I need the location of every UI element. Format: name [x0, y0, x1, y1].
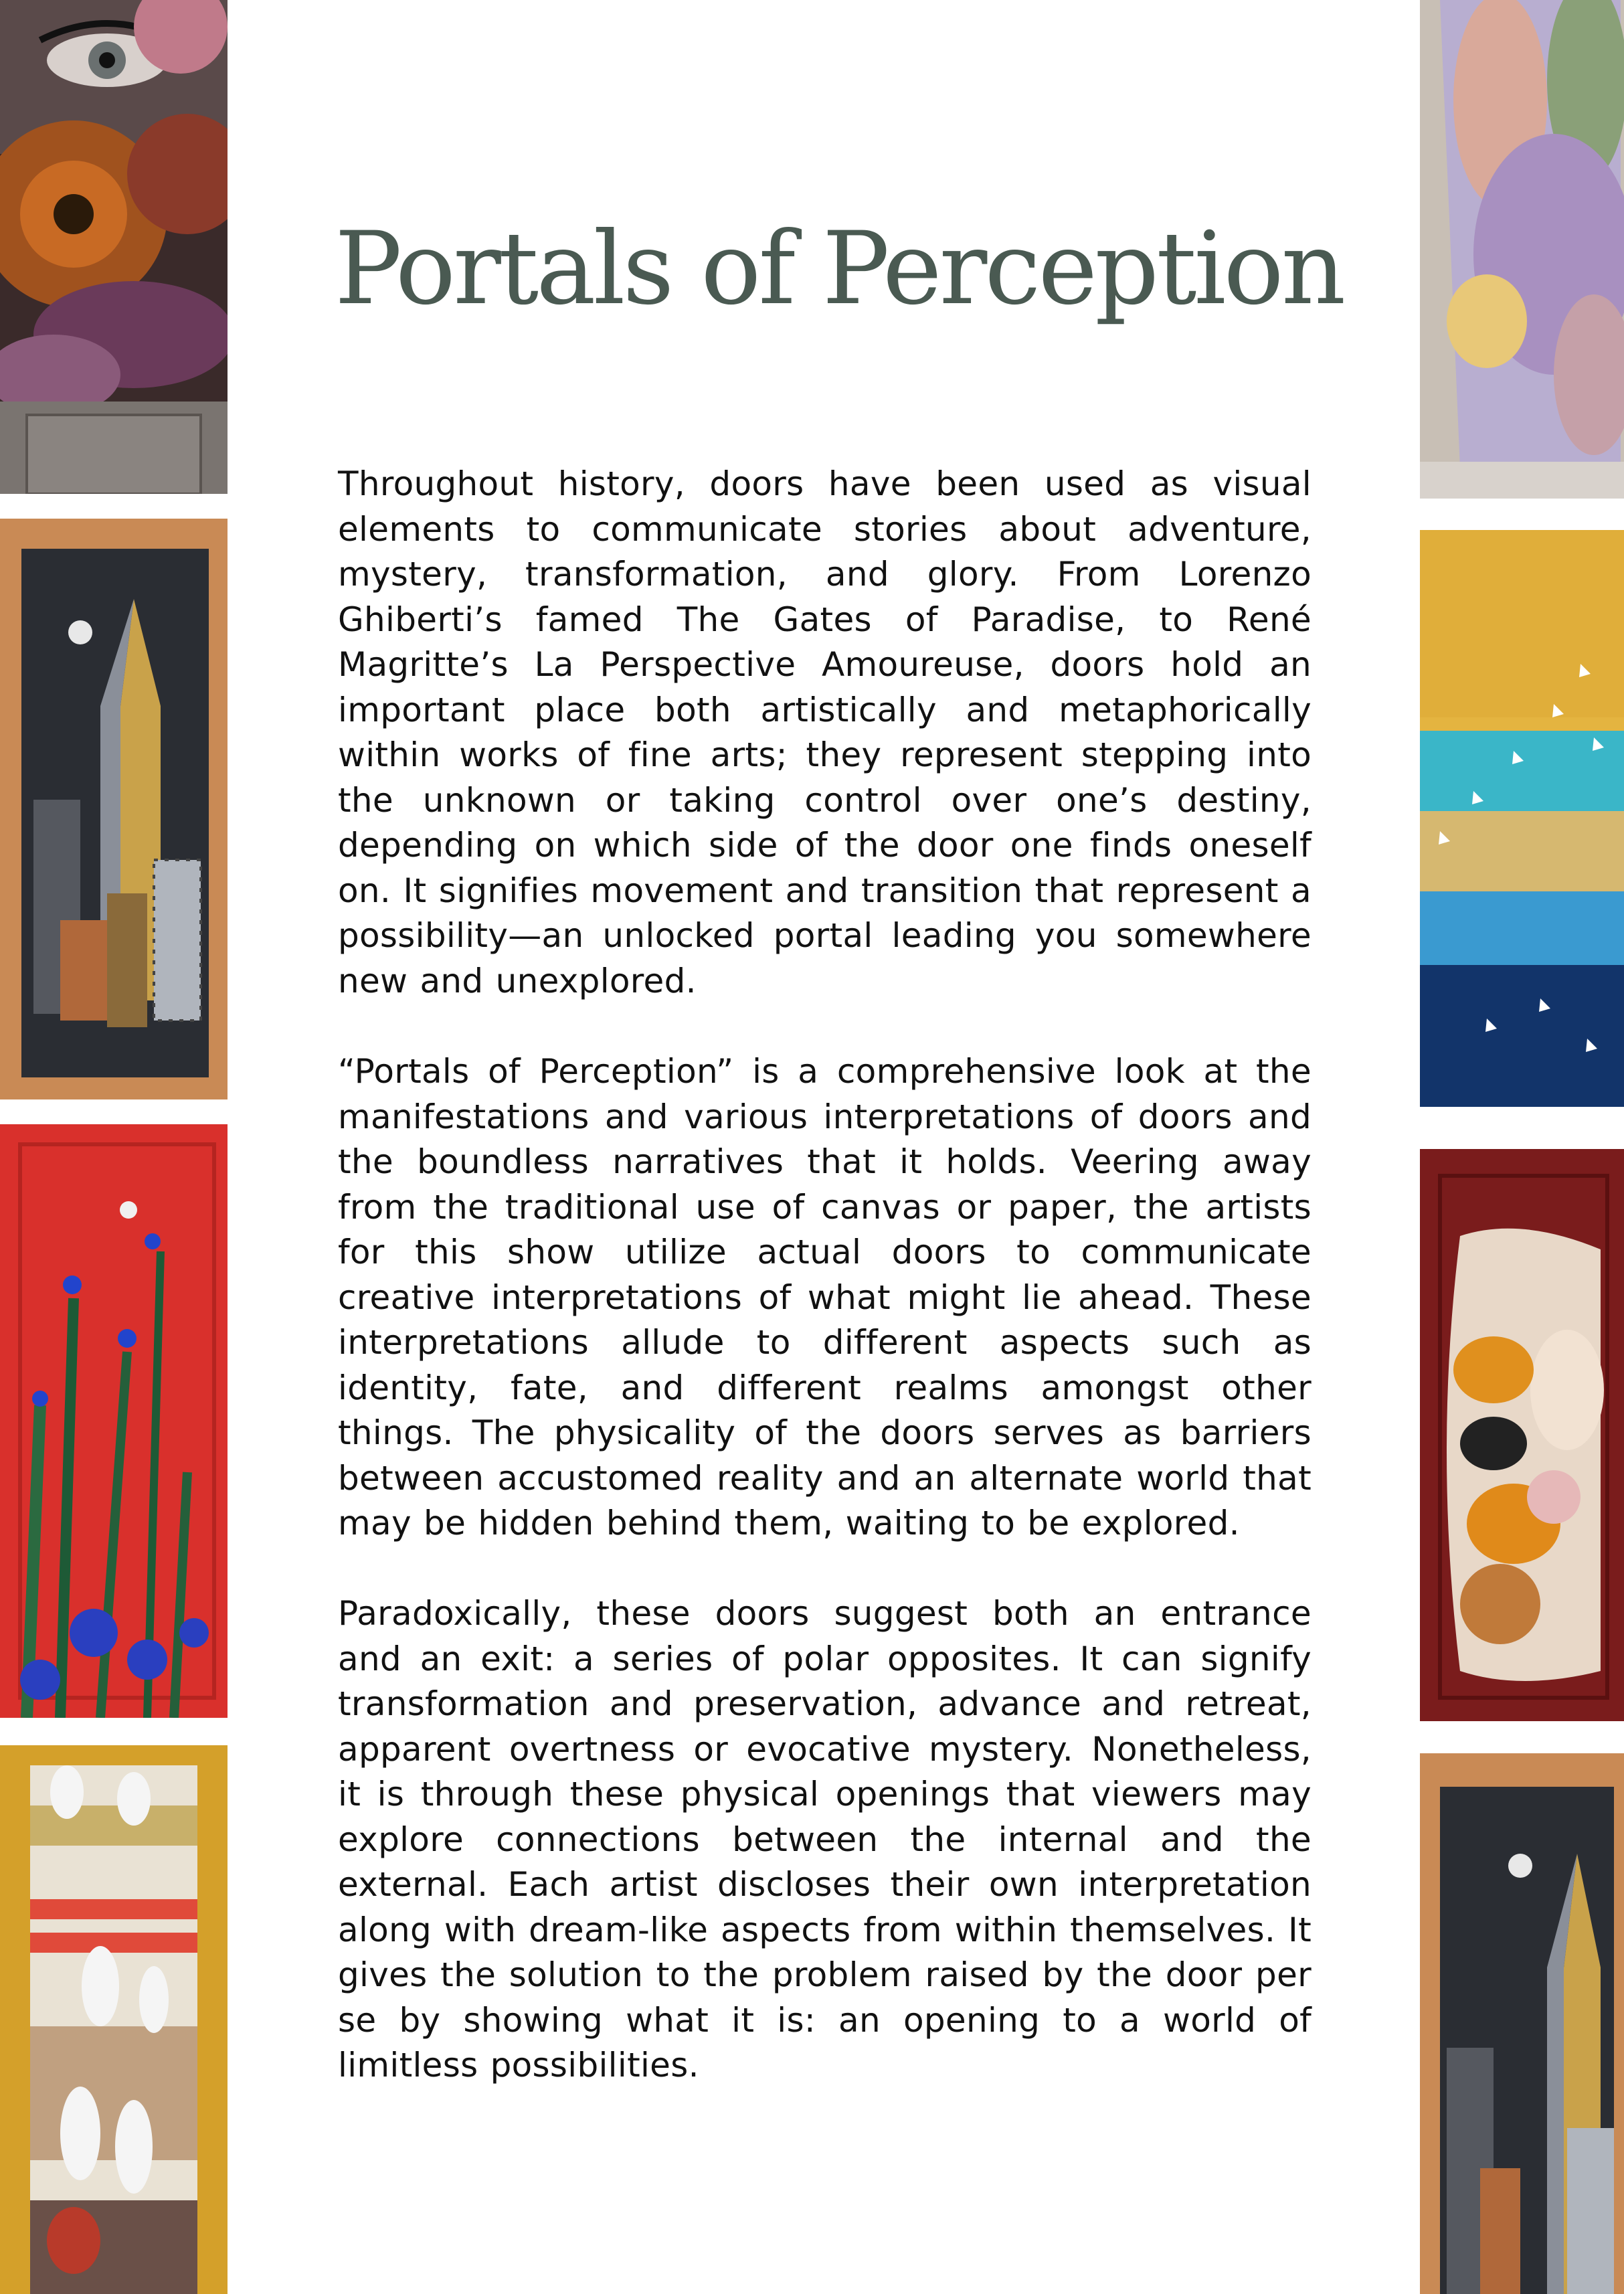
page-title: Portals of Perception — [335, 211, 1344, 327]
closing-paragraph: Paradoxically, these doors suggest both an entrance and an exit: a series of polar opposites. It can signify transformation and preservation, advance and retreat, apparent overtness or evocative mystery. Nonetheless, it is through these physical openings that viewers may explore connections between the internal and the external. Each artist discloses their own interpretation along with dream-like aspects from within themselves. It gives the solution to the problem raised by the door per se by showing what it is: an opening to a world of limitless possibilities. — [338, 1594, 1312, 2085]
door-painting-pastel-petals — [1420, 0, 1624, 499]
door-painting-red-blue-flowers — [0, 1124, 228, 1718]
door-painting-city-skyline — [0, 519, 228, 1099]
door-painting-city-skyline-2 — [1420, 1753, 1624, 2294]
door-painting-sea-birds — [1420, 530, 1624, 1107]
exhibition-paragraph: “Portals of Perception” is a comprehensive look at the manifestations and various interpretations of doors and the boundless narratives that it holds. Veering away from the traditional use of canvas or paper, the artists for this show utilize actual doors to communicate creative interpretations of what might lie ahead. These interpretations allude to different aspects such as identity, fate, and different realms amongst other things. The physicality of the doors serves as barriers between accustomed reality and an alternate world that may be hidden behind them, waiting to be explored. — [338, 1052, 1312, 1542]
intro-paragraph: Throughout history, doors have been used as visual elements to communicate stories about adventure, mystery, transformation, and glory. From Lorenzo Ghiberti’s famed The Gates of Paradise, to René Magritte’s La Perspective Amoureuse, doors hold an important place both artistically and metaphorically within works of fine arts; they represent stepping into the unknown or taking control over one’s destiny, depending on which side of the door one finds oneself on. It signifies movement and transition that represent a possibility—an unlocked portal leading you somewhere new and unexplored. — [338, 464, 1312, 1000]
door-painting-farm-women — [0, 1745, 228, 2294]
door-painting-floral-portrait — [0, 0, 228, 494]
door-painting-geisha-birds — [1420, 1149, 1624, 1721]
